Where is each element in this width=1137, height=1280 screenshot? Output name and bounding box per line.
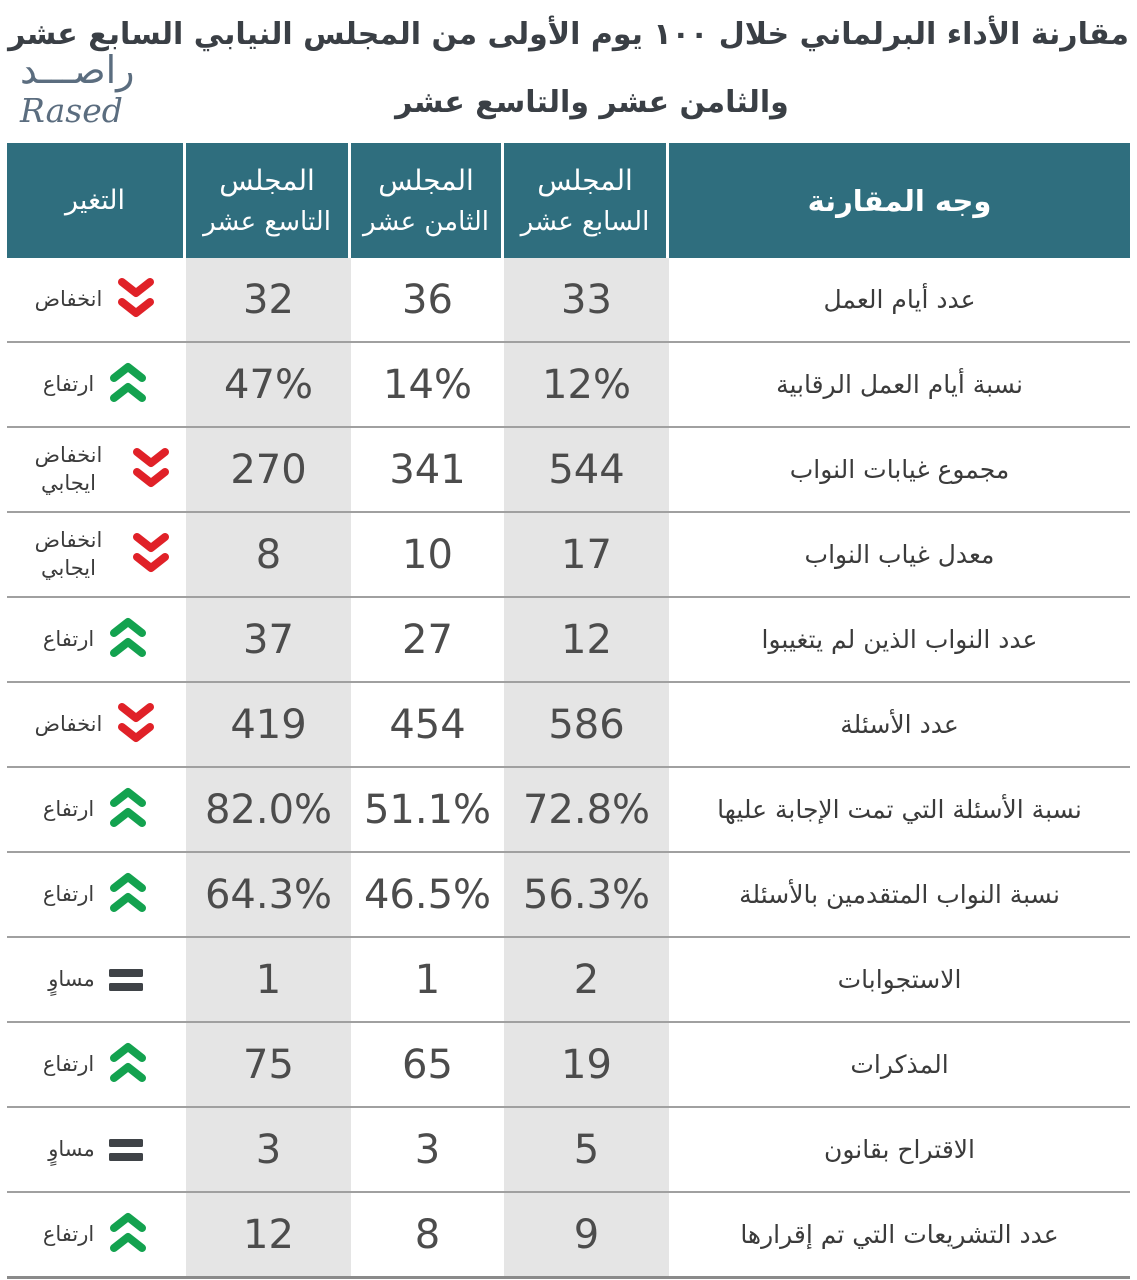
value-council-17: 72.8%: [504, 768, 669, 851]
value-council-19: 3: [186, 1108, 351, 1191]
change-cell: [7, 513, 186, 596]
title-line-1: مقارنة الأداء البرلماني خلال ١٠٠ يوم الأولى من المجلس النيابي السابع عشر: [8, 17, 1129, 52]
change-cell: [7, 768, 186, 851]
value-council-18: 51.1%: [363, 786, 492, 833]
table-row: [7, 853, 1130, 938]
value-council-19: 82.0%: [186, 768, 351, 851]
change-label: انخفاض: [34, 711, 103, 736]
value-council-18: 46.5%: [363, 871, 492, 918]
row-label: عدد الأسئلة: [840, 710, 959, 739]
value-council-18: 454: [389, 701, 466, 748]
value-council-18: 65: [402, 1041, 453, 1088]
value-council-17: 33: [504, 258, 669, 341]
value-council-18: 27: [402, 616, 453, 663]
change-cell: [7, 428, 186, 511]
table-row: [7, 1193, 1130, 1279]
row-label: الاستجوابات: [837, 965, 962, 994]
table-row: [7, 938, 1130, 1023]
table-row: [7, 683, 1130, 768]
header-council-19: المجلس التاسع عشر: [186, 143, 351, 258]
change-label: ارتفاع: [42, 626, 95, 651]
value-council-19: 12: [186, 1193, 351, 1276]
table-row: [7, 1023, 1130, 1108]
change-cell: [7, 598, 186, 681]
value-council-17: 9: [504, 1193, 669, 1276]
change-cell: [7, 1023, 186, 1106]
increase-icon: [106, 1211, 150, 1259]
decrease-icon: [114, 701, 158, 749]
value-council-19: 1: [186, 938, 351, 1021]
value-council-17: 5: [504, 1108, 669, 1191]
value-council-18: 10: [402, 531, 453, 578]
increase-icon: [106, 871, 150, 919]
header-change: التغير: [7, 143, 186, 258]
value-council-18: 1: [414, 956, 441, 1003]
page-title: [8, 14, 1129, 124]
value-council-17: 17: [504, 513, 669, 596]
change-label: ارتفاع: [42, 796, 95, 821]
decrease-icon: [129, 531, 173, 579]
value-council-19: 419: [186, 683, 351, 766]
value-council-18: 36: [402, 276, 453, 323]
decrease-icon: [114, 276, 158, 324]
rased-logo-arabic: راصـــد: [20, 48, 135, 92]
change-label: ارتفاع: [42, 371, 95, 396]
header-council-17: المجلس السابع عشر: [504, 143, 669, 258]
row-label: نسبة أيام العمل الرقابية: [776, 370, 1023, 399]
rased-logo-latin: Rased: [20, 90, 123, 130]
row-label: عدد النواب الذين لم يتغيبوا: [761, 625, 1038, 654]
change-cell: [7, 853, 186, 936]
header-council-18: المجلس الثامن عشر: [351, 143, 504, 258]
value-council-18: 3: [414, 1126, 441, 1173]
table-row: [7, 1108, 1130, 1193]
change-label: ارتفاع: [42, 881, 95, 906]
value-council-19: 64.3%: [186, 853, 351, 936]
change-cell: [7, 343, 186, 426]
row-label: نسبة الأسئلة التي تمت الإجابة عليها: [717, 795, 1082, 824]
row-label: مجموع غيابات النواب: [789, 455, 1010, 484]
change-cell: [7, 1193, 186, 1276]
increase-icon: [106, 1041, 150, 1089]
change-cell: [7, 1108, 186, 1191]
change-label: انخفاض ايجابي: [34, 528, 103, 580]
value-council-18: 14%: [383, 361, 472, 408]
row-label: المذكرات: [850, 1050, 949, 1079]
change-cell: [7, 683, 186, 766]
change-label: انخفاض: [34, 286, 103, 311]
value-council-19: 37: [186, 598, 351, 681]
increase-icon: [106, 361, 150, 409]
value-council-19: 32: [186, 258, 351, 341]
change-label: مساوٍ: [48, 966, 95, 991]
equal-icon: [107, 1137, 145, 1163]
row-label: عدد التشريعات التي تم إقرارها: [740, 1220, 1059, 1249]
table-row: [7, 768, 1130, 853]
table-row: [7, 598, 1130, 683]
decrease-icon: [129, 446, 173, 494]
change-label: ارتفاع: [42, 1051, 95, 1076]
increase-icon: [106, 616, 150, 664]
change-cell: [7, 258, 186, 341]
value-council-19: 270: [186, 428, 351, 511]
row-label: نسبة النواب المتقدمين بالأسئلة: [739, 880, 1060, 909]
table-row: [7, 428, 1130, 513]
header-comparison-aspect: وجه المقارنة: [807, 183, 992, 218]
value-council-19: 75: [186, 1023, 351, 1106]
value-council-19: 47%: [186, 343, 351, 426]
table-header-row: [7, 143, 1130, 258]
row-label: عدد أيام العمل: [823, 285, 976, 314]
value-council-18: 8: [414, 1211, 441, 1258]
table-row: [7, 513, 1130, 598]
change-label: ارتفاع: [42, 1221, 95, 1246]
change-label: مساوٍ: [48, 1136, 95, 1161]
row-label: الاقتراح بقانون: [824, 1135, 975, 1164]
value-council-18: 341: [389, 446, 466, 493]
value-council-17: 12%: [504, 343, 669, 426]
change-label: انخفاض ايجابي: [34, 443, 103, 495]
value-council-17: 56.3%: [504, 853, 669, 936]
table-row: [7, 343, 1130, 428]
comparison-table: [7, 143, 1130, 1279]
value-council-17: 2: [504, 938, 669, 1021]
value-council-17: 12: [504, 598, 669, 681]
value-council-17: 544: [504, 428, 669, 511]
value-council-17: 19: [504, 1023, 669, 1106]
row-label: معدل غياب النواب: [804, 540, 995, 569]
title-line-2: والثامن عشر والتاسع عشر: [395, 85, 789, 120]
value-council-17: 586: [504, 683, 669, 766]
value-council-19: 8: [186, 513, 351, 596]
increase-icon: [106, 786, 150, 834]
change-cell: [7, 938, 186, 1021]
table-row: [7, 258, 1130, 343]
equal-icon: [107, 967, 145, 993]
